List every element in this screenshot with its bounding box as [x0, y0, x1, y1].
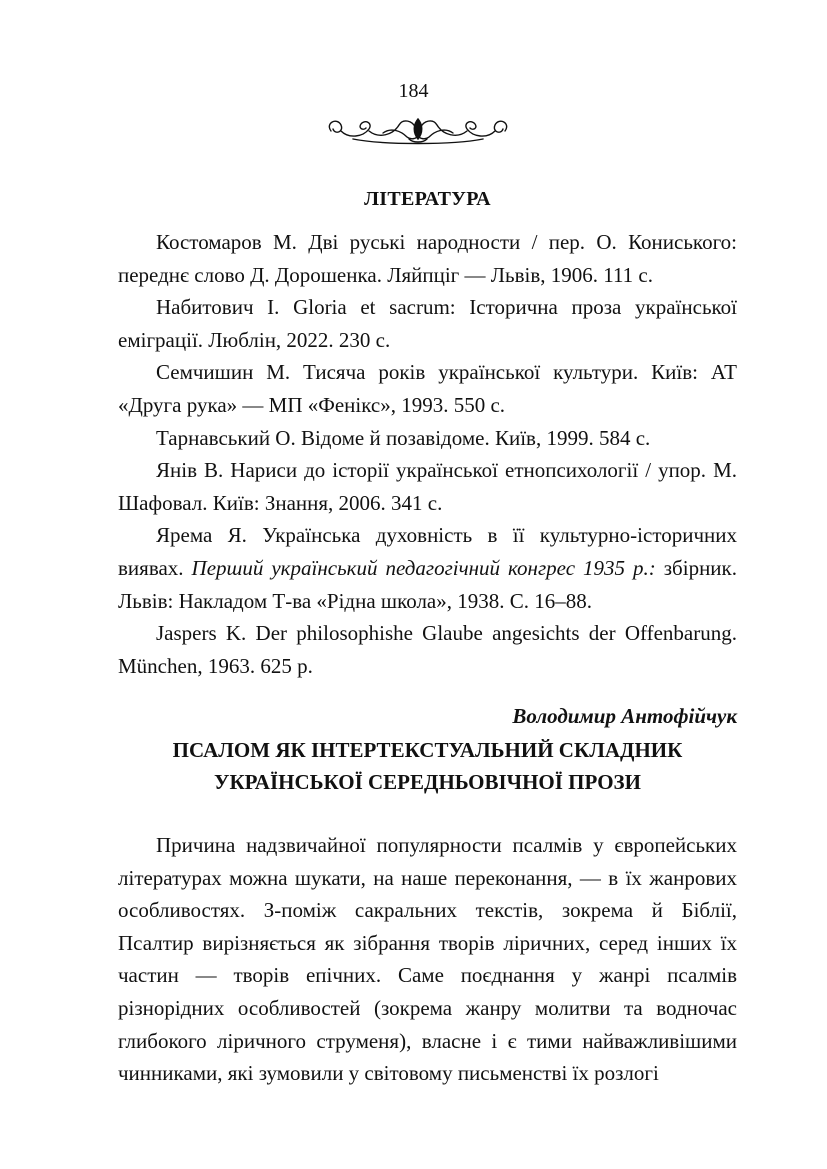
reference-item: Jaspers K. Der philosophishe Glaube angesichts der Offenbarung. München, 1963. 625 p. [118, 621, 737, 678]
reference-italic-source: Перший український педагогічний конгрес 1935 р.: [191, 555, 656, 580]
article-title [118, 734, 737, 798]
reference-text: збірник. Львів: Накладом Т-ва «Рідна школа», 1938. С. 16–88. [118, 555, 738, 613]
reference-item: Набитович І. Gloria et sacrum: Історична проза української еміграції. Люблін, 2022. 230 с. [118, 295, 737, 352]
decorative-scroll-ornament [323, 109, 513, 147]
reference-item: Янів В. Нариси до історії української етнопсихології / упор. М. Шафовал. Київ: Знання, 2006. 341 с. [118, 458, 737, 515]
article-author: Володимир Антофійчук [512, 704, 737, 728]
reference-item: Семчишин М. Тисяча років української культури. Київ: АТ «Друга рука» — МП «Фенікс», 1993. 550 с. [118, 360, 737, 417]
reference-item: Тарнавський О. Відоме й позавідоме. Київ, 1999. 584 с. [156, 425, 651, 450]
article-body [118, 829, 737, 1090]
reference-item: Костомаров М. Дві руські народности / пер. О. Кониського: переднє слово Д. Дорошенка. Ляйпціг — Львів, 1906. 111 с. [118, 230, 737, 287]
page-number: 184 [398, 80, 429, 102]
article-title-line: УКРАЇНСЬКОЇ СЕРЕДНЬОВІЧНОЇ ПРОЗИ [214, 770, 641, 794]
references-heading: ЛІТЕРАТУРА [364, 188, 491, 210]
reference-item [118, 519, 737, 617]
reference-text: Ярема Я. Українська духовність в її культурно-історичних виявах. [118, 523, 737, 580]
article-title-line: ПСАЛОМ ЯК ІНТЕРТЕКСТУАЛЬНИЙ СКЛАДНИК [172, 738, 683, 762]
article-paragraph: Причина надзвичайної популярности псалмів у європейських літературах можна шукати, на наше переконання, — в їх жанрових особливостях. З-поміж сакральних текстів, зокрема й Біблії, Псалтир вирізняється як зібрання творів ліричних, серед інших їх частин — творів епічних. Саме поєднання у жанрі псалмів різнорідних особливостей (зокрема жанру молитви та водночас глибокого ліричного струменя), власне і є тими найважливішими чинниками, які зумовили у світовому письменстві їх розлогі [118, 833, 737, 1086]
references-list [118, 226, 737, 682]
